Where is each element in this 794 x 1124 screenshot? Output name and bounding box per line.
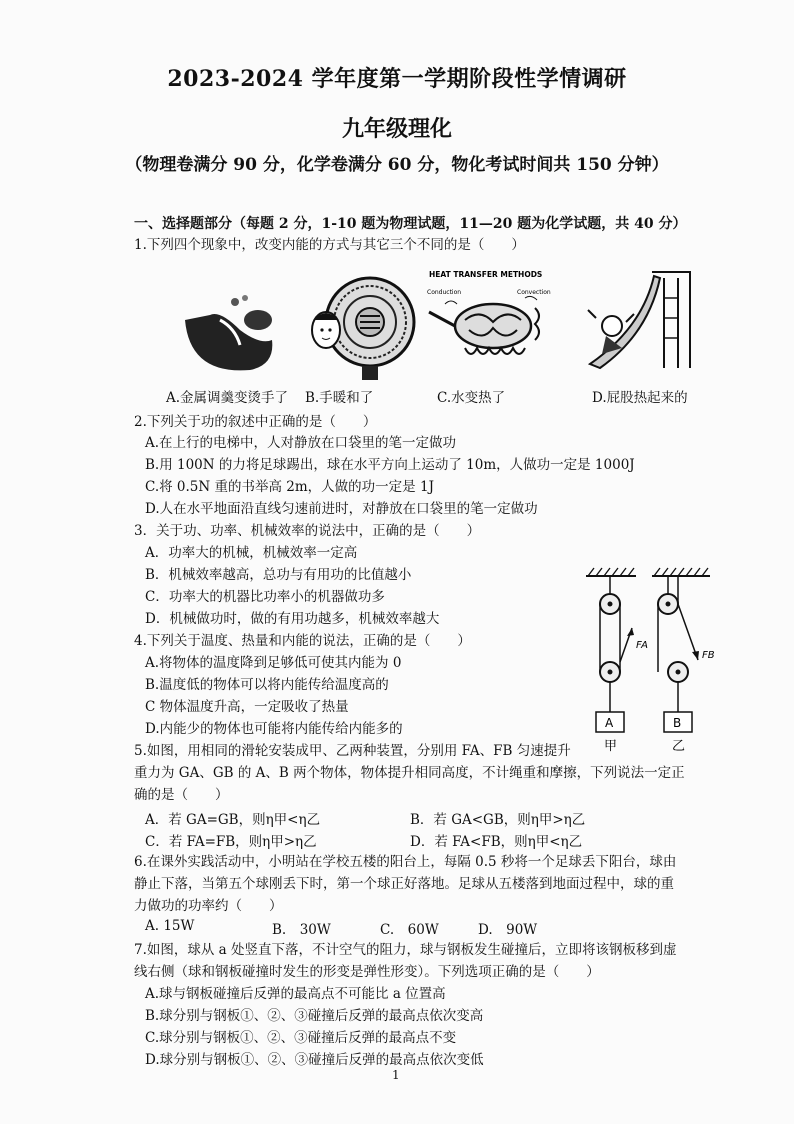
q3-option-a: A．功率大的机械，机械效率一定高 bbox=[145, 545, 358, 561]
q4-option-b: B.温度低的物体可以将内能传给温度高的 bbox=[145, 677, 389, 693]
q4-stem: 4.下列关于温度、热量和内能的说法，正确的是（ ） bbox=[134, 633, 471, 649]
q3-option-b: B．机械效率越高，总功与有用功的比值越小 bbox=[145, 567, 412, 583]
q6-option-c: C. 60W bbox=[380, 922, 439, 938]
q3-option-c: C．功率大的机器比功率小的机器做功多 bbox=[145, 589, 385, 605]
q6-option-d: D. 90W bbox=[478, 922, 538, 938]
q1-caption-b: B.手暖和了 bbox=[305, 390, 374, 406]
q5-option-a: A．若 GA=GB，则η甲<η乙 bbox=[145, 812, 321, 828]
q2-stem: 2.下列关于功的叙述中正确的是（ ） bbox=[134, 414, 377, 430]
q1-image-slide bbox=[582, 268, 692, 380]
q6-option-a: A. 15W bbox=[145, 918, 195, 934]
q5-label-left: 甲 bbox=[604, 739, 618, 752]
q5-pulley-figure bbox=[580, 562, 720, 752]
q3-stem: 3．关于功、功率、机械效率的说法中，正确的是（ ） bbox=[134, 523, 481, 539]
q5-block-b: B bbox=[673, 716, 682, 730]
q1-image-label-left: Conduction bbox=[427, 289, 462, 296]
q5-line1: 5.如图，用相同的滑轮安装成甲、乙两种装置，分别用 FA、FB 匀速提升 bbox=[134, 743, 571, 759]
q1-image-heat-transfer bbox=[425, 268, 555, 380]
exam-title: 2023-2024 学年度第一学期阶段性学情调研 bbox=[167, 66, 627, 92]
q5-force-b: FB bbox=[702, 650, 715, 661]
q1-caption-d: D.屁股热起来的 bbox=[592, 390, 688, 406]
q7-option-c: C.球分别与钢板①、②、③碰撞后反弹的最高点不变 bbox=[145, 1030, 457, 1046]
q3-option-d: D．机械做功时，做的有用功越多，机械效率越大 bbox=[145, 611, 440, 627]
q7-line2: 线右侧（球和钢板碰撞时发生的形变是弹性形变）。下列选项正确的是（ ） bbox=[134, 964, 600, 980]
exam-subject: 九年级理化 bbox=[341, 116, 452, 142]
q5-block-a: A bbox=[605, 716, 614, 730]
q5-option-b: B．若 GA<GB，则η甲>η乙 bbox=[410, 812, 586, 828]
q1-image-banner: HEAT TRANSFER METHODS bbox=[429, 270, 543, 279]
q5-force-a: FA bbox=[636, 640, 649, 651]
q2-option-b: B.用 100N 的力将足球踢出，球在水平方向上运动了 10m，人做功一定是 1000J bbox=[145, 457, 635, 473]
q1-stem: 1.下列四个现象中，改变内能的方式与其它三个不同的是（ ） bbox=[134, 237, 525, 253]
q6-line2: 静止下落，当第五个球刚丢下时，第一个球正好落地。足球从五楼落到地面过程中，球的重 bbox=[134, 876, 674, 892]
q7-option-b: B.球分别与钢板①、②、③碰撞后反弹的最高点依次变高 bbox=[145, 1008, 484, 1024]
q1-image-hands-heater bbox=[308, 270, 418, 382]
q6-line1: 6.在课外实践活动中，小明站在学校五楼的阳台上，每隔 0.5 秒将一个足球丢下阳台，球由 bbox=[134, 854, 677, 870]
q7-option-d: D.球分别与钢板①、②、③碰撞后反弹的最高点依次变低 bbox=[145, 1052, 484, 1068]
q4-option-d: D.内能少的物体也可能将内能传给内能多的 bbox=[145, 721, 403, 737]
q1-caption-a: A.金属调羹变烫手了 bbox=[166, 390, 289, 406]
page-number: 1 bbox=[392, 1068, 400, 1082]
q5-line2: 重力为 GA、GB 的 A、B 两个物体，物体提升相同高度，不计绳重和摩擦，下列说法一定正 bbox=[134, 765, 685, 781]
q7-option-a: A.球与钢板碰撞后反弹的最高点不可能比 a 位置高 bbox=[145, 986, 446, 1002]
q2-option-a: A.在上行的电梯中，人对静放在口袋里的笔一定做功 bbox=[145, 435, 457, 451]
q2-option-c: C.将 0.5N 重的书举高 2m，人做的功一定是 1J bbox=[145, 479, 434, 495]
q5-label-right: 乙 bbox=[672, 739, 686, 752]
q2-option-d: D.人在水平地面沿直线匀速前进时，对静放在口袋里的笔一定做功 bbox=[145, 501, 538, 517]
section-heading: 一、选择题部分（每题 2 分，1-10 题为物理试题，11—20 题为化学试题，共 40 分） bbox=[134, 216, 687, 232]
q6-line3: 力做功的功率约（ ） bbox=[134, 898, 283, 914]
q7-line1: 7.如图，球从 a 处竖直下落，不计空气的阻力，球与钢板发生碰撞后，立即将该钢板移到虚 bbox=[134, 942, 677, 958]
q4-option-a: A.将物体的温度降到足够低可使其内能为 0 bbox=[145, 655, 402, 671]
exam-note: （物理卷满分 90 分，化学卷满分 60 分，物化考试时间共 150 分钟） bbox=[125, 155, 669, 175]
q6-option-b: B. 30W bbox=[272, 922, 331, 938]
q1-caption-c: C.水变热了 bbox=[437, 390, 506, 406]
q1-image-label-right: Convection bbox=[517, 289, 551, 296]
q5-option-d: D．若 FA<FB，则η甲<η乙 bbox=[410, 834, 583, 850]
q5-option-c: C．若 FA=FB，则η甲>η乙 bbox=[145, 834, 317, 850]
q4-option-c: C 物体温度升高，一定吸收了热量 bbox=[145, 699, 349, 715]
q5-line3: 确的是（ ） bbox=[134, 787, 229, 803]
q1-image-spoon bbox=[180, 290, 280, 380]
